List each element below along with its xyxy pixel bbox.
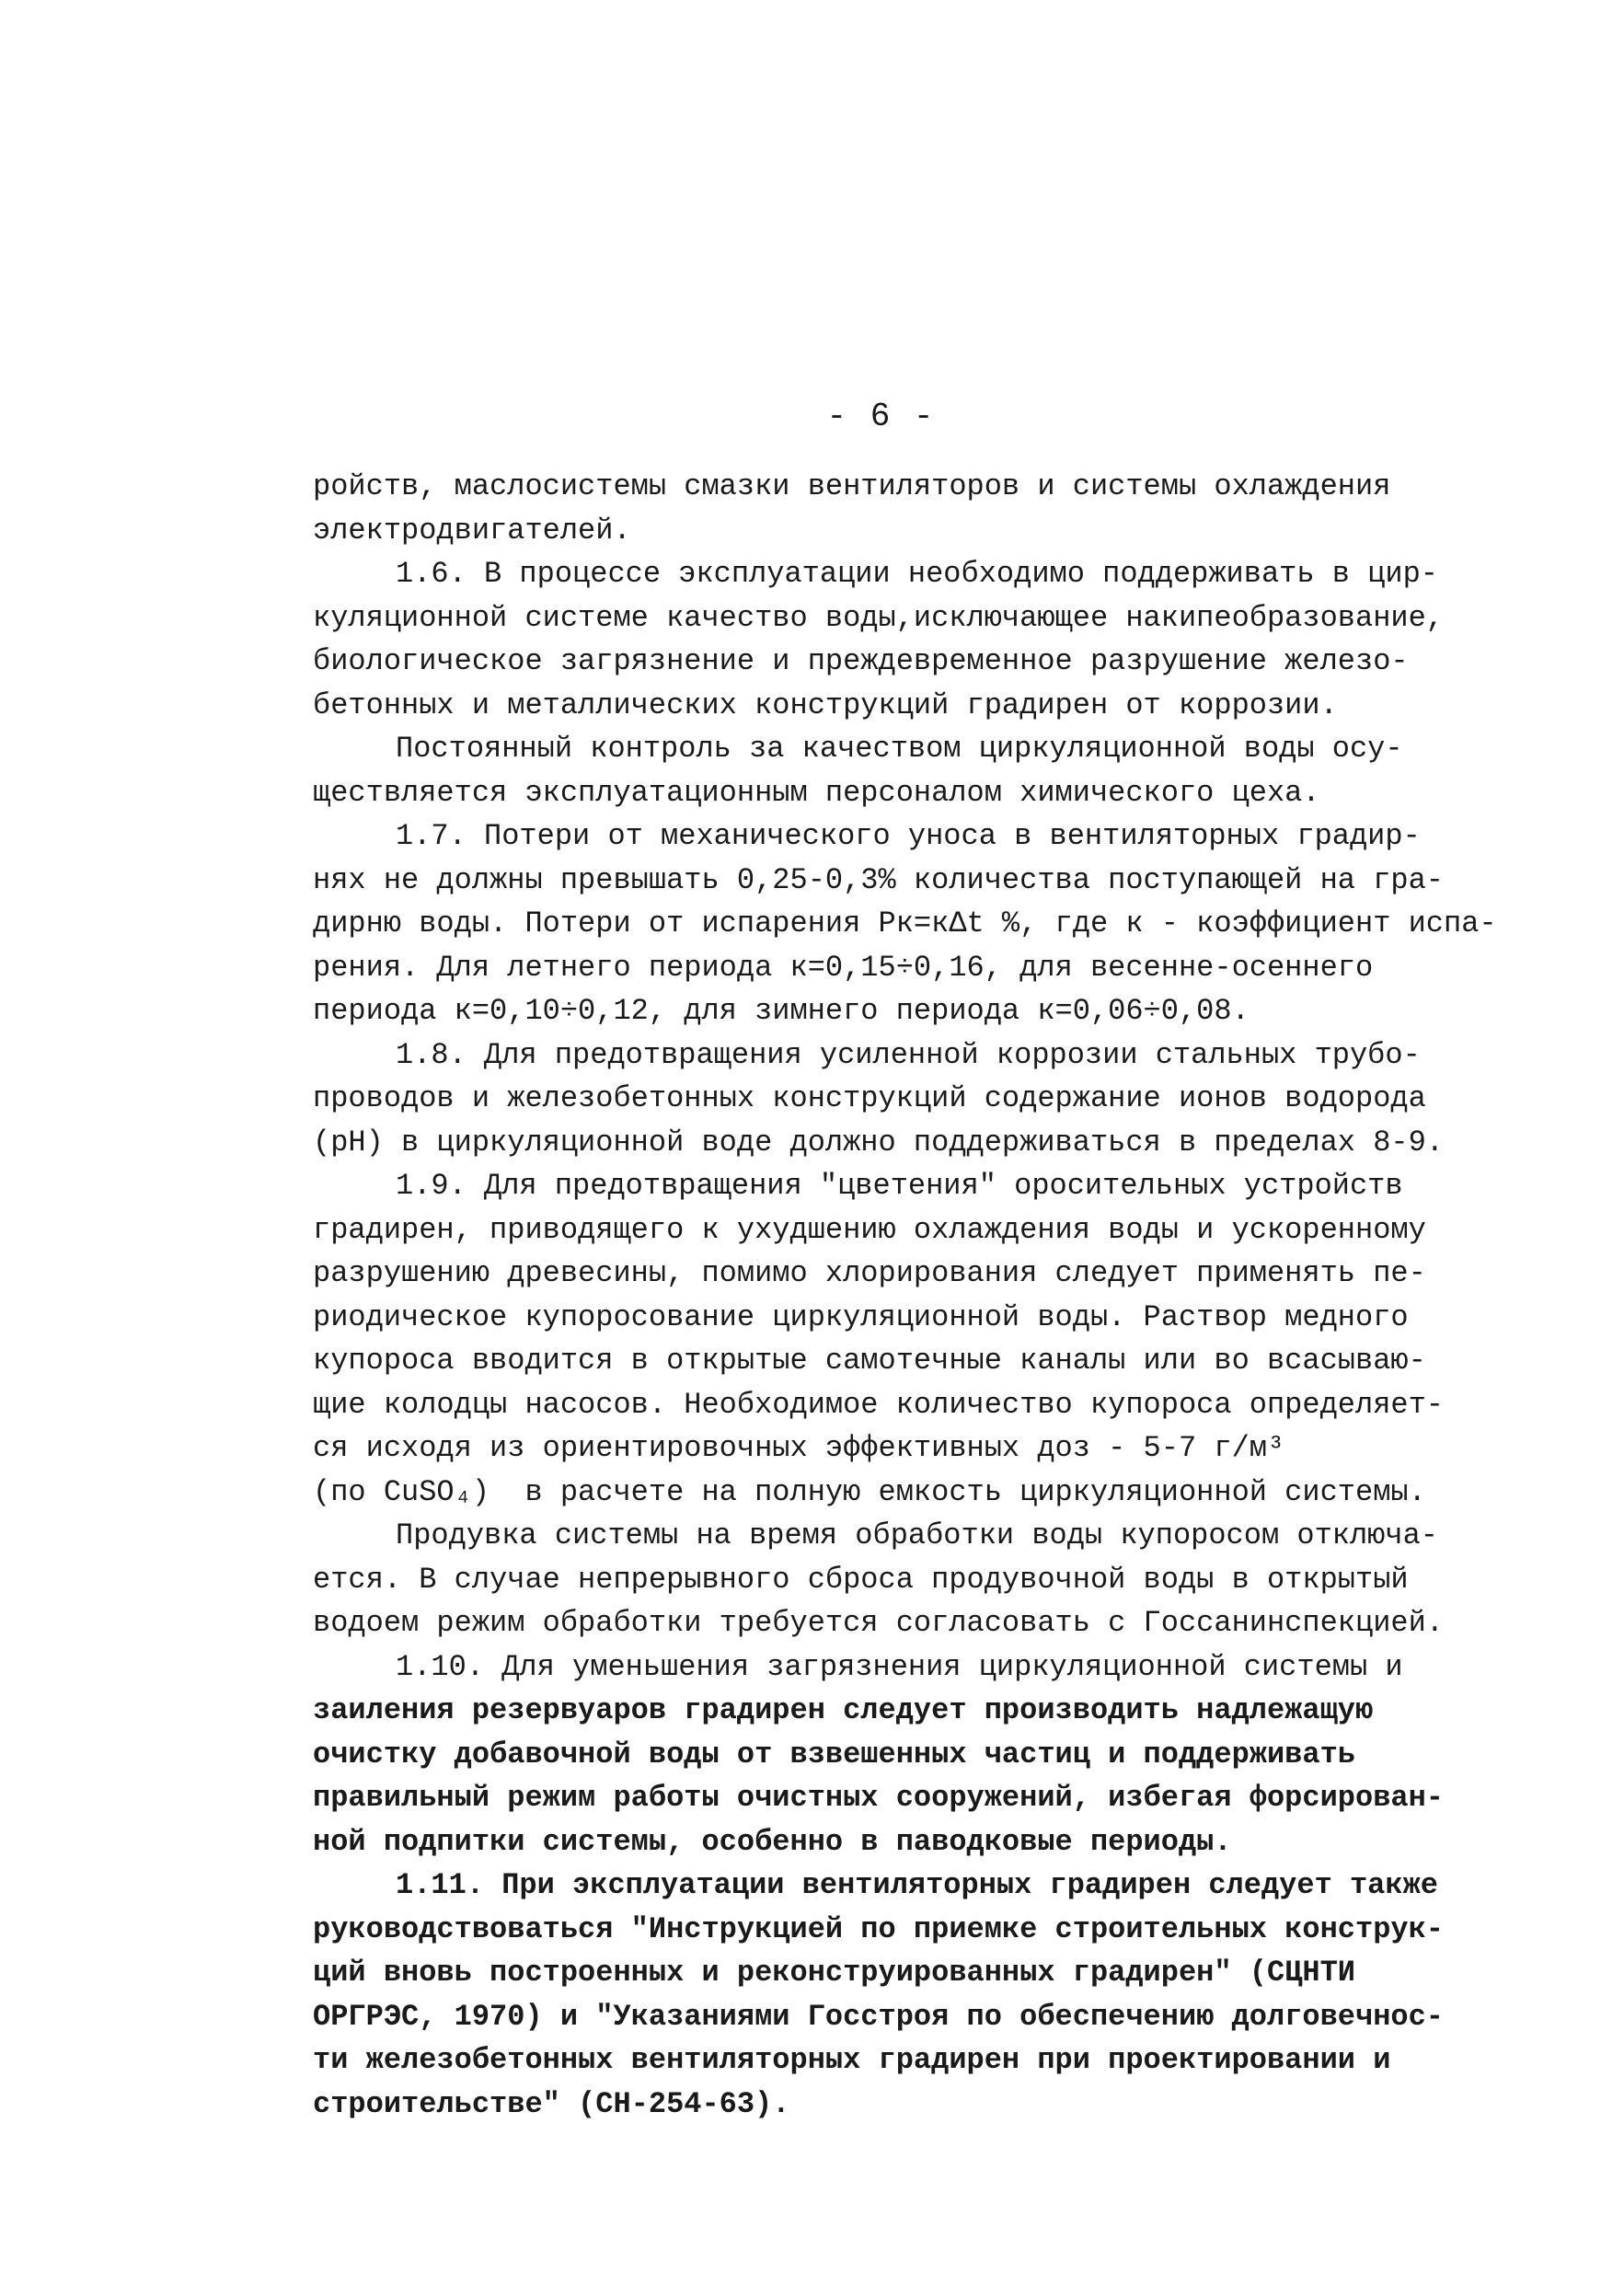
page-number: - 6 - (826, 398, 936, 435)
text-line: 1.7. Потери от механического уноса в вентиляторных градир- (396, 819, 1421, 853)
text-line: 1.9. Для предотвращения "цветения" оросительных устройств (396, 1169, 1403, 1203)
text-line: очистку добавочной воды от взвешенных частиц и поддерживать (313, 1737, 1355, 1771)
text-line: куляционной системе качество воды,исключающее накипеобразование, (313, 600, 1444, 635)
text-line: строительстве" (СН-254-63). (313, 2086, 790, 2121)
text-line: градирен, приводящего к ухудшению охлаждения воды и ускоренному (313, 1212, 1426, 1247)
text-line: Продувка системы на время обработки воды купоросом отключа- (396, 1518, 1438, 1552)
text-line: заиления резервуаров градирен следует производить надлежащую (313, 1693, 1374, 1727)
text-line: (по CuSO₄) в расчете на полную емкость циркуляционной системы. (313, 1474, 1426, 1509)
text-line: (рН) в циркуляционной воде должно поддерживаться в пределах 8-9. (313, 1125, 1444, 1160)
text-line: ной подпитки системы, особенно в паводковые периоды. (313, 1824, 1232, 1859)
text-line: ся исходя из ориентировочных эффективных доз - 5-7 г/м³ (313, 1431, 1285, 1465)
text-line: рения. Для летнего периода к=0,15÷0,16, для весенне-осеннего (313, 950, 1374, 985)
text-line: 1.11. При эксплуатации вентиляторных градирен следует также (396, 1868, 1438, 1902)
text-line: периода к=0,10÷0,12, для зимнего периода к=0,06÷0,08. (313, 994, 1250, 1028)
text-line: электродвигателей. (313, 513, 631, 548)
text-line: риодическое купоросование циркуляционной воды. Раствор медного (313, 1299, 1409, 1334)
text-line: 1.10. Для уменьшения загрязнения циркуляционной системы и (396, 1649, 1403, 1684)
text-line: бетонных и металлических конструкций градирен от коррозии. (313, 687, 1338, 722)
text-line: ОРГРЭС, 1970) и "Указаниями Госстроя по обеспечению долговечнос- (313, 1999, 1444, 2034)
text-line: 1.8. Для предотвращения усиленной коррозии стальных трубо- (396, 1037, 1421, 1072)
text-line: правильный режим работы очистных сооружений, избегая форсирован- (313, 1781, 1444, 1815)
text-line: ройств, маслосистемы смазки вентиляторов и системы охлаждения (313, 469, 1391, 503)
text-line: Постоянный контроль за качеством циркуляционной воды осу- (396, 732, 1403, 766)
text-line: ется. В случае непрерывного сброса продувочной воды в открытый (313, 1562, 1409, 1597)
text-line: ций вновь построенных и реконструированных градирен" (СЦНТИ (313, 1956, 1355, 1990)
text-line: проводов и железобетонных конструкций содержание ионов водорода (313, 1081, 1426, 1115)
text-line: разрушению древесины, помимо хлорирования следует применять пе- (313, 1256, 1426, 1290)
text-line: 1.6. В процессе эксплуатации необходимо поддерживать в цир- (396, 557, 1438, 591)
text-line: нях не должны превышать 0,25-0,3% количества поступающей на гра- (313, 862, 1444, 897)
text-line: щие колодцы насосов. Необходимое количество купороса определяет- (313, 1387, 1444, 1422)
text-line: дирню воды. Потери от испарения Pк=кΔt %, где к - коэффициент испа- (313, 906, 1497, 941)
document-body (313, 465, 1495, 2126)
text-line: биологическое загрязнение и преждевременное разрушение железо- (313, 644, 1409, 678)
text-line: руководствоваться "Инструкцией по приемке строительных конструк- (313, 1911, 1444, 1946)
text-line: ти железобетонных вентиляторных градирен при проектировании и (313, 2043, 1391, 2077)
text-line: ществляется эксплуатационным персоналом химического цеха. (313, 775, 1320, 810)
text-line: водоем режим обработки требуется согласовать с Госсанинспекцией. (313, 1606, 1444, 1640)
text-line: купороса вводится в открытые самотечные каналы или во всасываю- (313, 1344, 1426, 1378)
